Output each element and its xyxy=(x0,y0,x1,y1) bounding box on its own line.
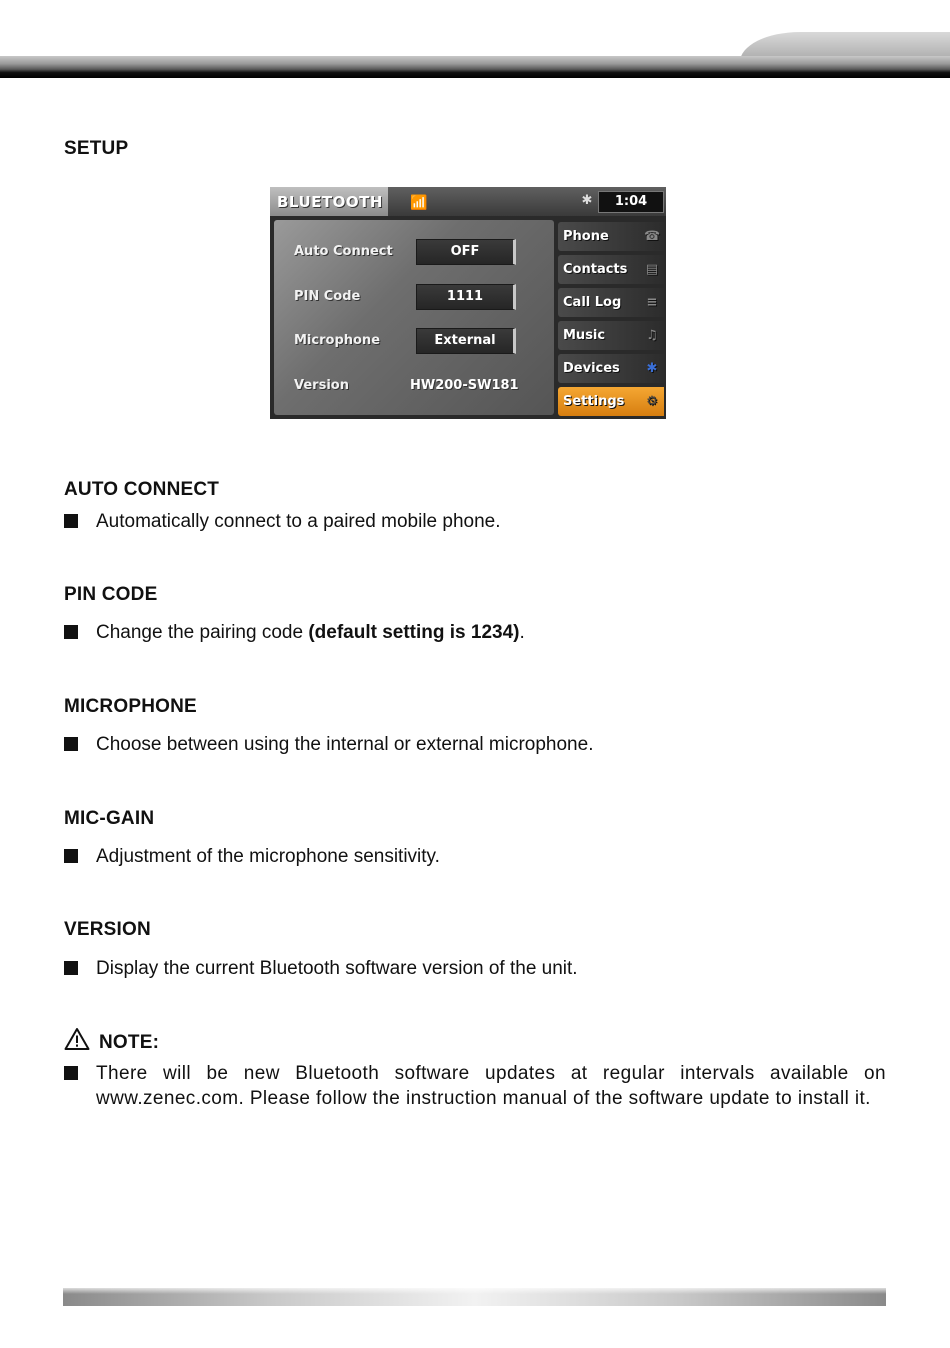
menu-item-music[interactable] xyxy=(558,321,664,350)
screen-title: BLUETOOTH xyxy=(270,187,388,216)
header-bar xyxy=(0,56,950,78)
music-icon: ♫ xyxy=(646,328,658,343)
auto-connect-value[interactable]: OFF xyxy=(416,239,516,265)
bullet-square-icon xyxy=(64,625,78,639)
auto-connect-label: Auto Connect xyxy=(294,244,393,259)
bluetooth-setup-screenshot xyxy=(270,187,666,419)
list-icon: ≡ xyxy=(646,295,658,310)
microphone-label: Microphone xyxy=(294,333,381,348)
version-value: HW200-SW181 xyxy=(410,378,519,393)
menu-item-label: Music xyxy=(563,328,606,343)
menu-item-settings[interactable] xyxy=(558,387,664,416)
warning-icon xyxy=(64,1027,90,1051)
version-label: Version xyxy=(294,378,349,393)
settings-panel xyxy=(274,220,554,415)
bullet-text-part: . xyxy=(519,622,525,643)
menu-item-contacts[interactable] xyxy=(558,255,664,284)
bullet-square-icon xyxy=(64,1066,78,1080)
gear-icon: ⚙ xyxy=(646,394,658,409)
bullet-square-icon xyxy=(64,961,78,975)
contacts-icon: ▤ xyxy=(645,262,659,277)
menu-item-label: Phone xyxy=(563,229,609,244)
mic-gain-heading: MIC-GAIN xyxy=(64,808,155,829)
bullet-square-icon xyxy=(64,737,78,751)
pin-code-label: PIN Code xyxy=(294,289,361,304)
auto-connect-heading: AUTO CONNECT xyxy=(64,479,220,500)
bullet-text: Choose between using the internal or external microphone. xyxy=(96,734,594,755)
menu-item-label: Devices xyxy=(563,361,620,376)
footer-bar xyxy=(63,1288,886,1306)
version-heading: VERSION xyxy=(64,919,151,940)
note-text: There will be new Bluetooth software updates at regular intervals available on www.zenec.com. Please follow the instruction manual of the software update to install it. xyxy=(96,1063,886,1109)
screen-clock: 1:04 xyxy=(598,191,664,213)
setup-heading: SETUP xyxy=(64,138,129,159)
signal-strength-icon: 📶 xyxy=(410,195,427,211)
bullet-square-icon xyxy=(64,514,78,528)
note-heading: NOTE: xyxy=(99,1032,160,1053)
phone-icon: ☎ xyxy=(644,229,661,244)
bullet-square-icon xyxy=(64,849,78,863)
bluetooth-icon: ✱ xyxy=(646,361,658,376)
bullet-text-part: Change the pairing code xyxy=(96,622,309,643)
bullet-text: Adjustment of the microphone sensitivity. xyxy=(96,846,440,867)
microphone-heading: MICROPHONE xyxy=(64,696,197,717)
menu-item-call-log[interactable] xyxy=(558,288,664,317)
menu-item-label: Settings xyxy=(563,394,625,409)
menu-item-devices[interactable] xyxy=(558,354,664,383)
pin-code-value[interactable]: 1111 xyxy=(416,284,516,310)
bullet-text xyxy=(96,620,886,645)
pin-code-heading: PIN CODE xyxy=(64,584,158,605)
bullet-text: Display the current Bluetooth software version of the unit. xyxy=(96,958,578,979)
bullet-text: Automatically connect to a paired mobile phone. xyxy=(96,511,501,532)
menu-item-label: Contacts xyxy=(563,262,628,277)
microphone-value[interactable]: External xyxy=(416,328,516,354)
bullet-text-bold: (default setting is 1234) xyxy=(308,622,520,643)
bluetooth-status-icon: ✱ xyxy=(581,193,593,208)
menu-item-phone[interactable] xyxy=(558,222,664,251)
menu-item-label: Call Log xyxy=(563,295,622,310)
list-item xyxy=(64,1061,886,1137)
